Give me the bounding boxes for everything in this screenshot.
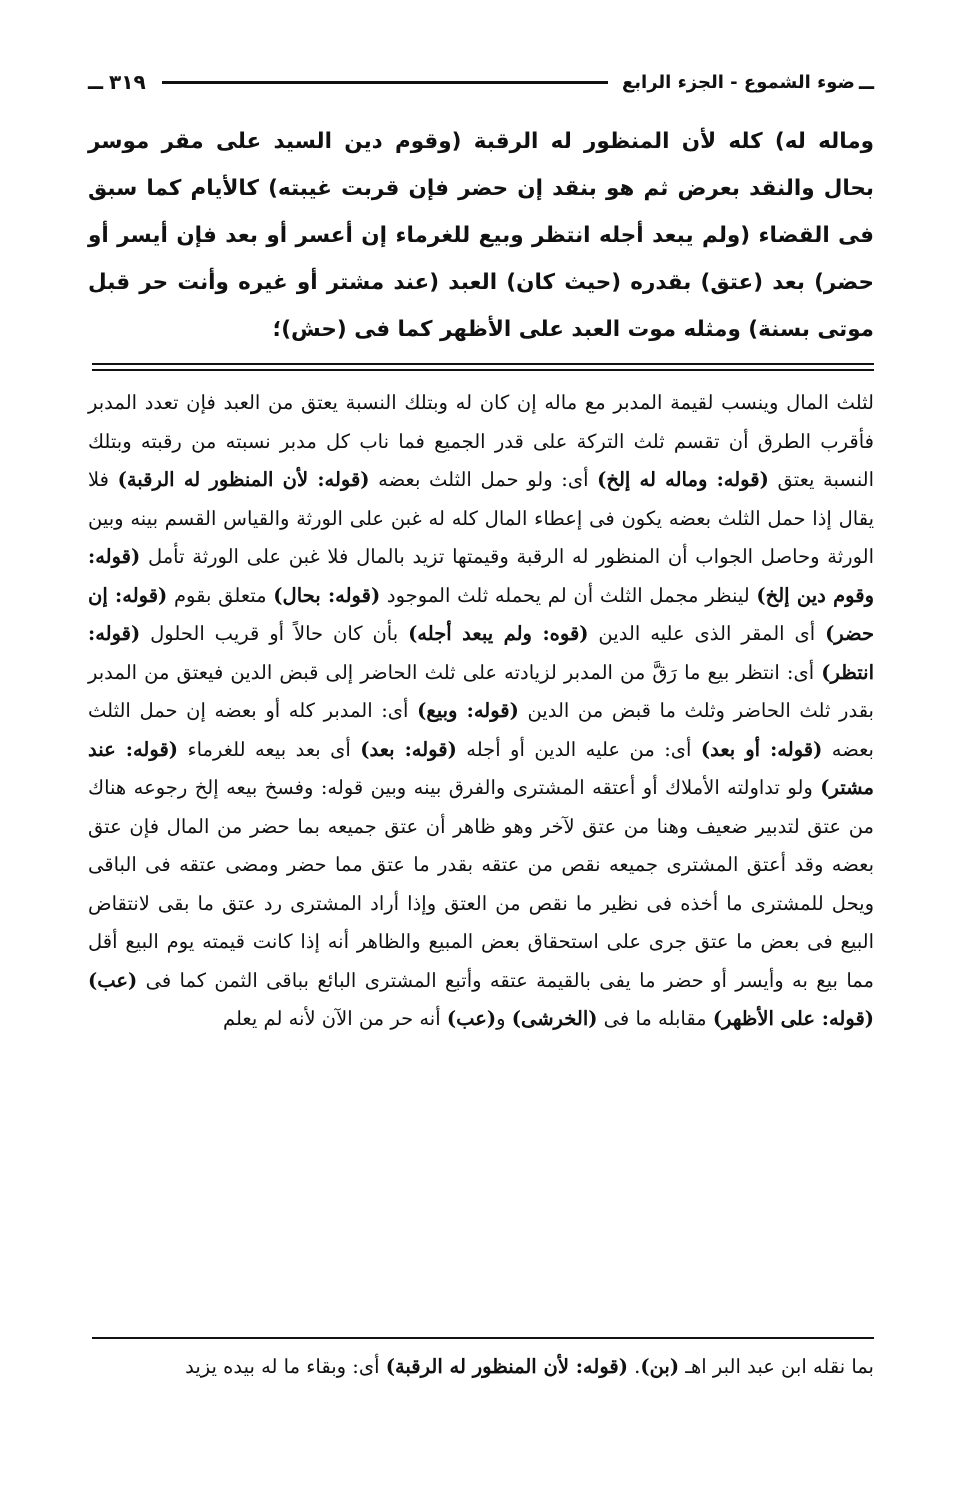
commentary-lemma: (قوله: انتظر) [88, 622, 874, 684]
commentary-lemma: (قوله: أو بعد) [700, 737, 823, 761]
commentary-lemma: (قوله: لأن المنظور له الرقبة) [117, 468, 370, 491]
running-head-rule [162, 81, 608, 84]
commentary-lemma: (قوله: عند مشتر) [88, 737, 874, 799]
footnote-paragraph [88, 1348, 874, 1386]
commentary-lemma: (قوله: بعد) [360, 737, 457, 761]
source-abbreviation: (الخرشى) [511, 1007, 598, 1030]
commentary-text: مقابله ما فى [597, 1007, 713, 1030]
commentary-text: أنه حر من الآن لأنه لم يعلم [223, 1007, 447, 1030]
commentary-text: أى بعد بيعه للغرماء [178, 737, 361, 761]
commentary-text: أى: من عليه الدين أو أجله [456, 737, 701, 761]
footnote-text: بما نقله ابن عبد البر اهـ [679, 1355, 874, 1378]
commentary-text: ولو تداولته الأملاك أو أعتقه المشترى والفرق بينه وبين قوله: وفسخ بيعه إلخ رجوعه هناك من عتق لتدبير ضعيف وهنا من عتق لآخر وهو ظاهر أن عتق جميعه بما حضر من المال فإن عتق بعضه وقد أعتق المشترى جميعه نقص من عتقه بقدر ما عتق مما حضر ومضى عتقه فى الباقى ويحل للمشترى ما أخذه فى نظير ما نقص من العتق وإذا أراد المشترى رد عتق ما بقى لانتقاض البيع فى بعض ما عتق جرى على استحقاق بعض المبيع والظاهر أنه إذا كانت قيمته يوم البيع أقل مما بيع به وأيسر أو حضر ما يفى بالقيمة عتقه وأتبع المشترى البائع بباقى الثمن كما فى [88, 776, 874, 992]
footnote-text: أى: وبقاء ما له بيده يزيد [185, 1355, 386, 1378]
running-head-dash: ــ [858, 69, 874, 95]
commentary-text: لينظر مجمل الثلث أن لم يحمله ثلث الموجود [380, 583, 757, 607]
footnote-text: . [627, 1355, 641, 1378]
source-abbreviation: (عب) [88, 968, 138, 992]
commentary-text: بأن كان حالاً أو قريب الحلول [140, 622, 409, 645]
main-text-paragraph: وماله له) كله لأن المنظور له الرقبة (وقوم دين السيد على مقر موسر بحال والنقد بعرض ثم هو بنقد إن حضر فإن قربت غيبته) كالأيام كما سبق فى القضاء (ولم يبعد أجله انتظر وبيع للغرماء إن أعسر أو بعد فإن أيسر أو حضر) بعد (عتق) بقدره (حيث كان) العبد (عند مشتر أو غيره وأنت حر قبل موتى بسنة) ومثله موت العبد على الأظهر كما فى (حش)؛ [88, 129, 874, 342]
section-divider [92, 363, 874, 371]
commentary [88, 384, 874, 1039]
page-number: ٣١٩ [109, 70, 146, 94]
commentary-lemma: (قوله: على الأظهر) [712, 1007, 874, 1030]
main-text [88, 118, 874, 353]
commentary-text: فلا يقال إذا حمل الثلث بعضه يكون فى إعطاء المال كله له غبن على الورثة والقياس القسم بينه وبين الورثة وحاصل الجواب أن المنظور له الرقبة وقيمتها تزيد بالمال فلا غبن على الورثة تأمل [88, 468, 874, 568]
commentary-lemma: (قوله: لأن المنظور له الرقبة) [385, 1355, 628, 1378]
source-abbreviation: (بن) [640, 1355, 680, 1378]
commentary-text: و [496, 1007, 512, 1030]
source-abbreviation: (عب) [446, 1007, 497, 1030]
footnote-divider [92, 1337, 874, 1339]
commentary-lemma: (قوله: وقوم دين إلخ) [88, 545, 874, 607]
commentary-text: أى: ولو حمل الثلث بعضه [369, 468, 598, 491]
commentary-lemma: (قوله: بحال) [273, 583, 381, 607]
commentary-paragraph [88, 384, 874, 1039]
commentary-lemma: (قوله: إن حضر) [88, 583, 875, 645]
commentary-text: أى المقر الذى عليه الدين [588, 622, 826, 645]
footnote [88, 1348, 874, 1386]
running-head-dash: ــ [88, 69, 104, 95]
commentary-lemma: (قوه: ولم يبعد أجله) [408, 622, 589, 645]
commentary-text: متعلق بقوم [167, 583, 274, 607]
running-head [88, 62, 874, 102]
running-head-title: ضوء الشموع - الجزء الرابع [621, 71, 855, 93]
commentary-lemma: (قوله: وماله له إلخ) [597, 468, 769, 491]
commentary-text: أى: المدبر كله أو بعضه إن حمل الثلث بعضه [88, 699, 874, 761]
commentary-text: أى: انتظر بيع ما رَقَّ من المدبر لزيادته على ثلث الحاضر إلى قبض الدين فيعتق من المدبر بقدر ثلث الحاضر وثلث ما قبض من الدين [88, 660, 874, 722]
commentary-text: لثلث المال وينسب لقيمة المدبر مع ماله إن كان له وبتلك النسبة يعتق من العبد فإن تعدد المدبر فأقرب الطرق أن تقسم ثلث التركة على قدر الجميع فما ناب كل مدبر نسبته من رقبته وبتلك النسبة يعتق [88, 391, 875, 491]
commentary-lemma: (قوله: وبيع) [417, 699, 519, 722]
